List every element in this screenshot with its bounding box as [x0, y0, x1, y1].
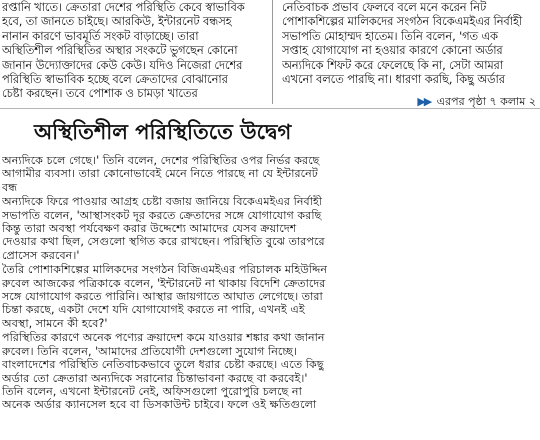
- body-line: অবস্থা, সামনে কী হবে?': [2, 316, 108, 330]
- body-line: তিনি বলেন, এখনো ইন্টারনেট নেই, অফিসগুলো পুরোপুরি চলছে না: [2, 384, 302, 398]
- body-line: অন্যদিকে ফিরে পাওয়ার আগ্রহ চেষ্টা বজায় জানিয়ে বিকেএমইএর নির্বাহী: [2, 195, 323, 209]
- body-line: সভাপতি বলেন, 'আস্থাসংকট দূর করতে ক্রেতাদের সঙ্গে যোগাযোগ করছি: [2, 208, 322, 222]
- top-left-line: রপ্তানি খাতে। ক্রেতারা দেশের পরিস্থিতি কেবে স্বাভাবিক: [2, 0, 245, 14]
- top-right-line: এখনো বলতে পারছি না। ধারণা করছি, কিছু অর্ডার: [282, 72, 505, 87]
- continuation-arrows-icon: ▶▶: [417, 95, 431, 108]
- body-line: অর্ডার তো ক্রেতারা অন্যদিকে সরানোর চিন্তাভাবনা করছে বা করবেই।': [2, 371, 308, 385]
- body-line: দেওয়ার কথা ছিল, সেগুলো স্থগিত করে রাখছেন। পরিস্থিতি বুঝে তারপরে: [2, 235, 325, 249]
- section-divider: [0, 108, 540, 109]
- article-headline: অস্থিতিশীল পরিস্থিতিতে উদ্বেগ: [34, 119, 292, 144]
- paragraph: [2, 331, 536, 411]
- body-line: পরিস্থিতির কারণে অনেক পণ্যের ক্রয়াদেশ কমে যাওয়ার শঙ্কার কথা জানান: [2, 331, 325, 345]
- body-line: তৈরি পোশাকশিল্পের মালিকদের সংগঠন বিজিএমইএর পরিচালক মহিউদ্দিন: [2, 263, 328, 277]
- top-right-column: [282, 0, 538, 86]
- body-line: আগামীর ব্যবসা। তারা কোনোভাবেই মেনে নিতে পারছে না যে ইন্টারনেট: [2, 167, 318, 181]
- body-line: সঙ্গে যোগাযোগ করতে পারিনি। আস্থার জায়গাতে আঘাত লেগেছে। তারা: [2, 290, 323, 304]
- article-body: [2, 154, 536, 413]
- column-divider: [272, 0, 273, 104]
- body-line: কিন্তু তারা অবস্থা পর্যবেক্ষণ করার উদ্দেশ্যে আমাদের যেসব ক্রয়াদেশ: [2, 222, 297, 236]
- top-left-column: [2, 0, 264, 101]
- top-left-line: হবে, তা জানতে চাইছে। আরকিউ, ইন্টারনেট বন্ধসহ: [2, 14, 232, 29]
- top-left-line: অস্থিতিশীল পরিস্থিতির অস্থার সংকটে ভুগছেন কোনো: [2, 43, 238, 58]
- top-right-line: পোশাকশিল্পের মালিকদের সংগঠন বিকেএমইএর নির্বাহী: [282, 14, 523, 29]
- body-line: চিন্তা করছে, একটা দেশে যদি যোগাযোগই করতে না পারি, এখনই এই: [2, 303, 305, 317]
- top-right-line: নেতিবাচক প্রভাব ফেলবে বলে মনে করেন নিট: [282, 0, 487, 14]
- top-right-line: সভাপতি মোহাম্মদ হাতেম। তিনি বলেন, 'গত এক: [282, 28, 498, 43]
- top-left-line: নানান কারণে ভাবমূর্তি সংকট বাড়াচ্ছে। তারা: [2, 28, 199, 43]
- top-right-line: অন্যদিকে শিফট করে ফেলেছে কি না, সেটা আমরা: [282, 57, 504, 72]
- continuation-text: এরপর পৃষ্ঠা ৭ কলাম ২: [436, 95, 536, 108]
- continuation-note: [417, 93, 536, 112]
- body-line: রুবেল আজকের পত্রিকাকে বলেন, 'ইন্টারনেট না থাকায় বিদেশি ক্রেতাদের: [2, 276, 326, 290]
- body-line: বাংলাদেশের পরিস্থিতি নেতিবাচকভাবে তুলে ধরার চেষ্টা করছে। এতে কিছু: [2, 358, 324, 372]
- top-left-line: জানান উদ্যোক্তাদের কেউ কেউ। যদিও নিজেরা দেশের: [2, 57, 243, 72]
- body-line: বন্ধ: [2, 180, 18, 194]
- body-line: অনেক অর্ডার ক্যানসেল হবে বা ডিসকাউন্ট চাইবে। ফলে ওই ক্ষতিগুলো: [2, 398, 317, 412]
- top-left-line: চেষ্টা করছেন। তবে পোশাক ও চামড়া খাতের: [2, 86, 198, 101]
- paragraph: [2, 195, 536, 262]
- body-line: প্রোসেস করবেন।': [2, 248, 80, 262]
- body-line: অন্যদিকে চলে গেছে।' তিনি বলেন, দেশের পরিস্থিতির ওপর নির্ভর করছে: [2, 154, 320, 167]
- body-line: রুবেল। তিনি বলেন, 'আমাদের প্রতিযোগী দেশগুলো সুযোগ নিচ্ছে।: [2, 344, 297, 358]
- top-right-line: সপ্তাহ যোগাযোগ না হওয়ার কারণে কোনো অর্ডার: [282, 43, 503, 58]
- top-left-line: পরিস্থিতি স্বাভাবিক হচ্ছে বলে ক্রেতাদের বোঝানোর: [2, 72, 228, 87]
- paragraph: [2, 154, 536, 194]
- paragraph: [2, 263, 536, 330]
